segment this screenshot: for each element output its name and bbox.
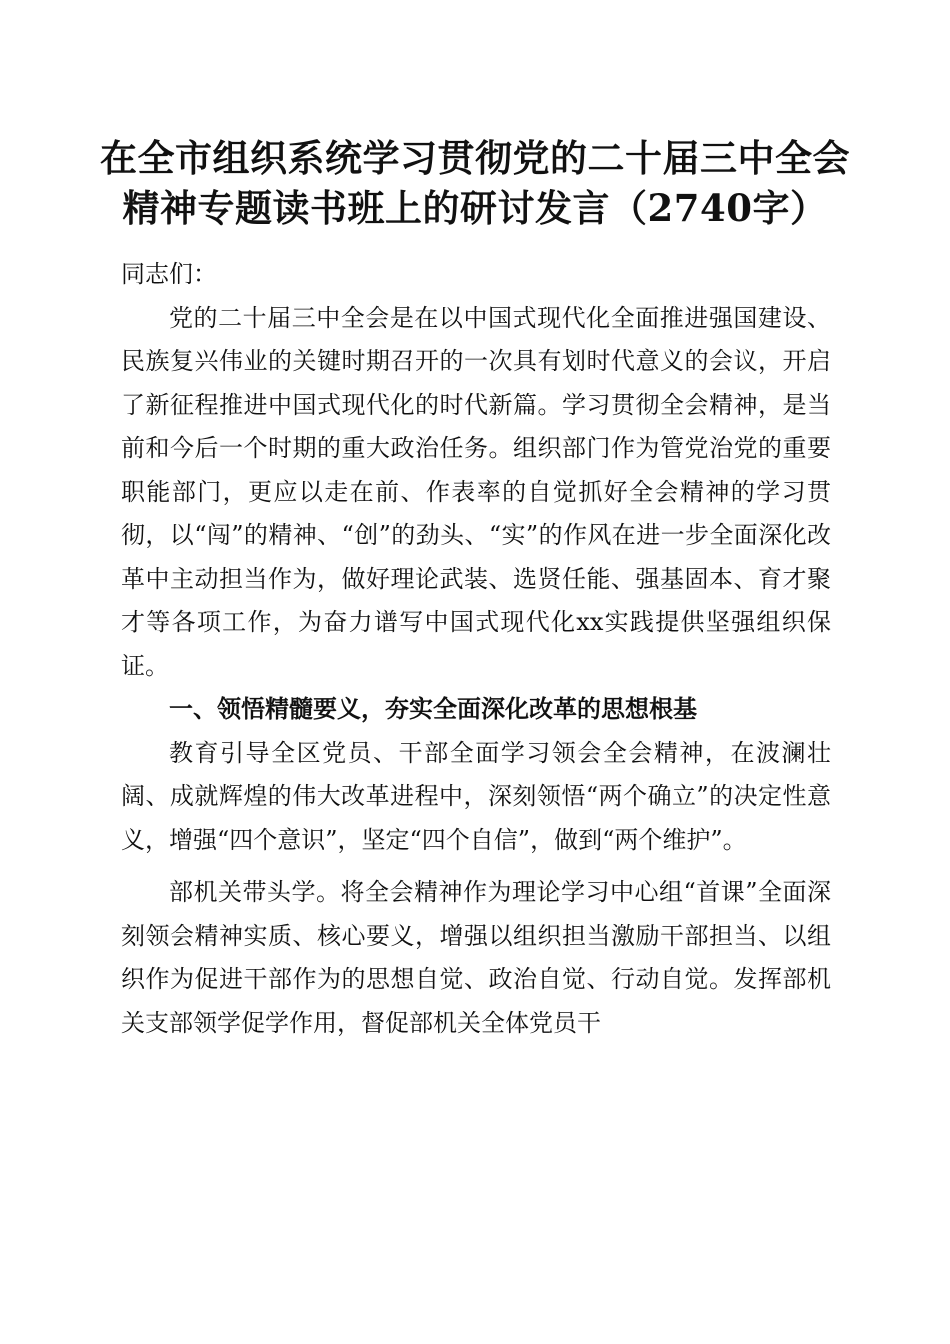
salutation: 同志们： xyxy=(121,260,217,288)
section1-paragraph-1: 教育引导全区党员、干部全面学习领会全会精神，在波澜壮阔、成就辉煌的伟大改革进程中，深刻领悟“两个确立”的决定性意义，增强“四个意识”，坚定“四个自信”，做到“两个维护”。 xyxy=(121,738,831,854)
intro-paragraph: 党的二十届三中全会是在以中国式现代化全面推进强国建设、民族复兴伟业的关键时期召开的一次具有划时代意义的会议，开启了新征程推进中国式现代化的时代新篇。学习贯彻全会精神，是当前和今后一个时期的重大政治任务。组织部门作为管党治党的重要职能部门，更应以走在前、作表率的自觉抓好全会精神的学习贯彻，以“闯”的精神、“创”的劲头、“实”的作风在进一步全面深化改革中主动担当作为，做好理论武装、选贤任能、强基固本、育才聚才等各项工作，为奋力谱写中国式现代化xx实践提供坚强组织保证。 xyxy=(121,303,831,680)
section-heading-1: 一、领悟精髓要义，夯实全面深化改革的思想根基 xyxy=(169,695,697,723)
document-title-line-1: 在全市组织系统学习贯彻党的二十届三中全会 xyxy=(100,136,850,180)
document-body xyxy=(121,253,831,1045)
section1-paragraph-2: 部机关带头学。将全会精神作为理论学习中心组“首课”全面深刻领会精神实质、核心要义，增强以组织担当激励干部担当、以组织作为促进干部作为的思想自觉、政治自觉、行动自觉。发挥部机关支部领学促学作用，督促部机关全体党员干 xyxy=(121,878,831,1037)
document-title-line-2: 精神专题读书班上的研讨发言（2740字） xyxy=(122,186,828,230)
